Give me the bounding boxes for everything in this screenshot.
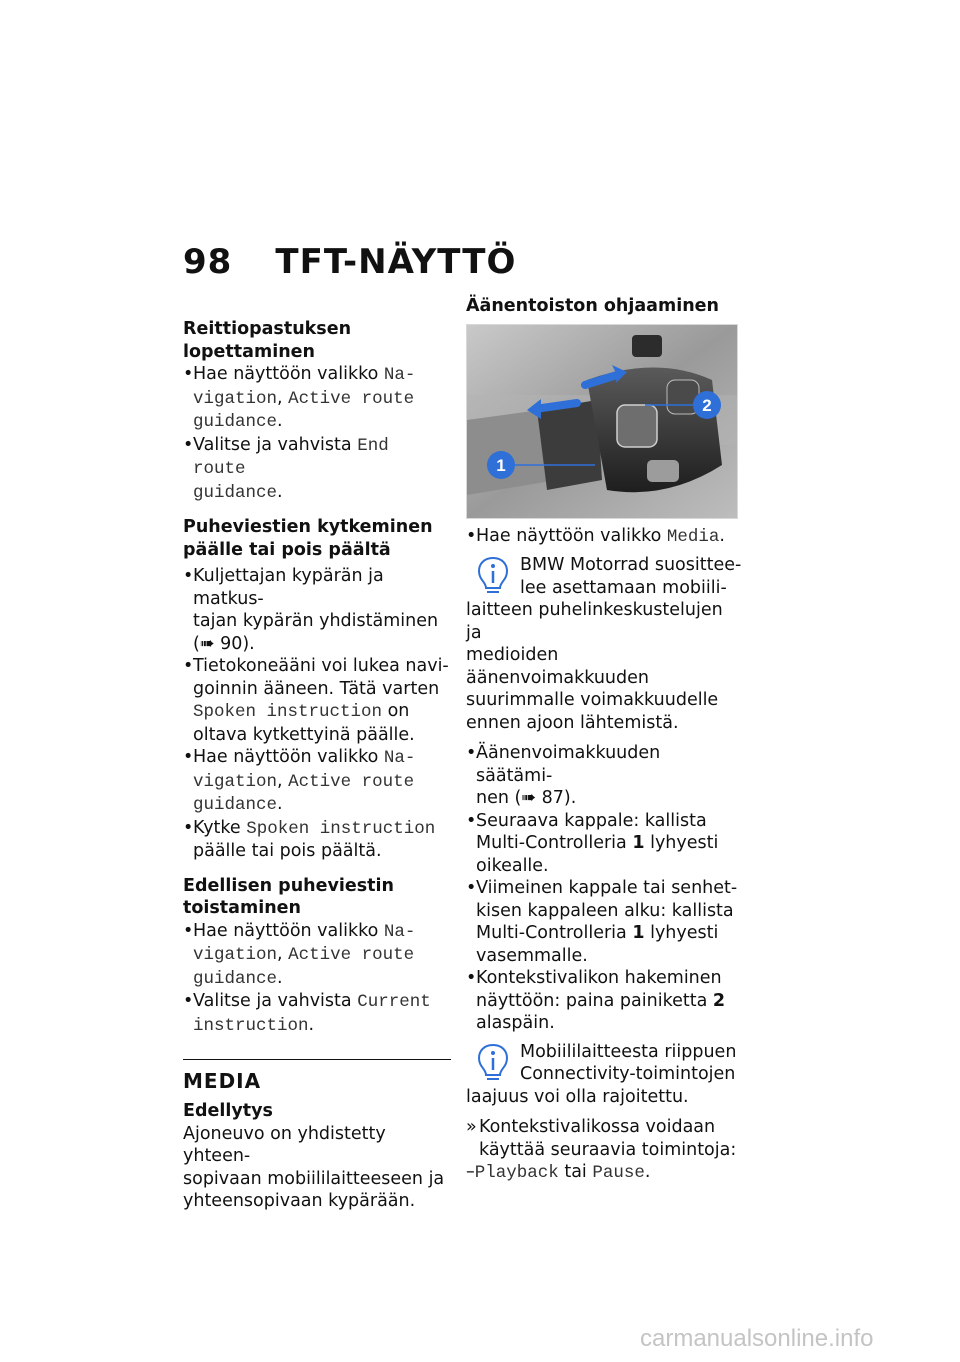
page-title: TFT-NÄYTTÖ	[275, 242, 517, 282]
page-number: 98	[183, 242, 233, 282]
list-item: • Hae näyttöön valikko Na- vigation, Active route guidance.	[183, 747, 416, 815]
list-item: • Kytke Spoken instruction päälle tai pois päältä.	[183, 817, 436, 861]
bullet-icon: •	[183, 566, 194, 586]
bullet-icon: •	[183, 656, 194, 676]
callout-1: 1	[496, 455, 506, 475]
list-item: • Kontekstivalikon hakeminen näyttöön: paina painiketta 2 alaspäin.	[466, 968, 726, 1033]
list-item: –Playback tai Pause.	[466, 1162, 651, 1183]
bullet-icon: •	[466, 743, 477, 763]
bullet-icon: •	[183, 434, 194, 455]
left-column	[183, 318, 451, 1213]
info-note: BMW Motorrad suosittee- lee asettamaan mobiili- laitteen puhelinkeskustelujen ja medioiden äänenvoimakkuuden suurimmalle voimakkuudelle ennen ajoon lähtemistä.	[466, 555, 742, 733]
media-heading: MEDIA	[183, 1069, 262, 1093]
bullet-icon: •	[466, 878, 477, 898]
page-header	[183, 242, 516, 282]
bullet-icon: •	[183, 817, 194, 838]
info-note: Mobiililaitteesta riippuen Connectivity-toimintojen laajuus voi olla rajoitettu.	[466, 1041, 737, 1107]
section-heading: Edellisen puheviestin toistaminen	[183, 875, 395, 918]
page-reference: 90	[220, 633, 243, 654]
prerequisite-text: Ajoneuvo on yhdistetty yhteen- sopivaan mobiililaitteeseen ja yhteensopivaan kypärään.	[183, 1123, 445, 1211]
list-item: • Viimeinen kappale tai senhet- kisen kappaleen alku: kallista Multi-Controlleria 1 lyhyesti vasemmalle.	[466, 878, 738, 966]
list-item: • Seuraava kappale: kallista Multi-Controlleria 1 lyhyesti oikealle.	[466, 810, 719, 876]
watermark: carmanualsonline.info	[640, 1325, 874, 1352]
bullet-icon: •	[183, 747, 194, 767]
page-ref-arrow-icon: ➠	[521, 788, 537, 808]
bullet-icon: •	[183, 920, 194, 941]
list-item: • Hae näyttöön valikko Na- vigation, Active route guidance.	[183, 364, 416, 432]
list-item: • Hae näyttöön valikko Media.	[466, 525, 725, 547]
callout-2: 2	[702, 395, 712, 415]
prerequisite-heading: Edellytys	[183, 1101, 273, 1121]
page-reference: 87	[541, 788, 564, 808]
section-heading: Äänentoiston ohjaaminen	[466, 296, 719, 316]
list-item: » Kontekstivalikossa voidaan käyttää seuraavia toimintoja:	[466, 1117, 737, 1160]
result-arrow-icon: »	[466, 1117, 477, 1137]
list-item: • Hae näyttöön valikko Na- vigation, Active route guidance.	[183, 920, 416, 989]
handlebar-controls-photo	[466, 324, 738, 519]
bullet-icon: •	[183, 991, 194, 1011]
list-item: • Valitse ja vahvista End route guidance.	[183, 434, 389, 503]
info-icon	[476, 1043, 510, 1083]
handlebar-illustration	[467, 325, 737, 518]
bullet-icon: •	[466, 525, 477, 546]
section-divider	[183, 1059, 451, 1060]
right-column	[466, 295, 742, 1185]
bullet-icon: •	[466, 810, 477, 831]
dash: –	[466, 1162, 475, 1182]
list-item: • Äänenvoimakkuuden säätämi- nen (➠ 87).	[466, 743, 661, 808]
section-heading: Puheviestien kytkeminen päälle tai pois päältä	[183, 517, 433, 560]
page-ref-arrow-icon: ➠	[199, 633, 215, 654]
list-item: • Kuljettajan kypärän ja matkus- tajan kypärän yhdistäminen (➠ 90).	[183, 566, 439, 654]
section-heading: Reittiopastuksen lopettaminen	[183, 319, 352, 362]
bullet-icon: •	[466, 968, 477, 988]
list-item: • Tietokoneääni voi lukea navi- goinnin ääneen. Tätä varten Spoken instruction on oltava kytkettyinä päälle.	[183, 656, 449, 745]
bullet-icon: •	[183, 364, 194, 384]
info-icon	[476, 556, 510, 596]
list-item: • Valitse ja vahvista Current instruction.	[183, 991, 431, 1036]
